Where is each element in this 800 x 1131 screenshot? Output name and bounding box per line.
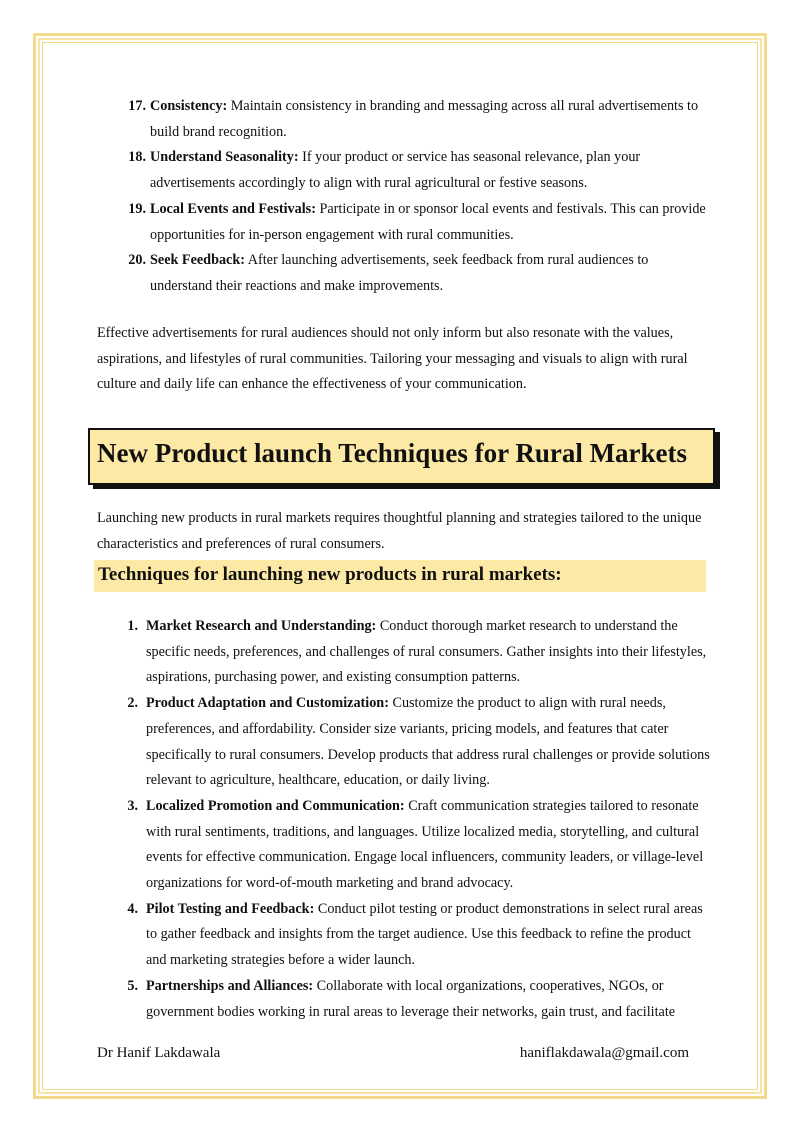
- list-number: 1.: [127, 618, 138, 634]
- summary-paragraph: Effective advertisements for rural audiences should not only inform but also resonate with the values, aspirations, and lifestyles of rural communities. Tailoring your messaging and visuals to align with rural culture and daily life can enhance the effectiveness of your communication.: [97, 325, 688, 393]
- list-number: 5.: [127, 977, 138, 994]
- list-item-text: Collaborate with local organizations, cooperatives, NGOs, or government bodies working in rural areas to leverage their networks, gain trust, and facilitate: [146, 977, 676, 1020]
- list-item-text: Conduct thorough market research to understand the specific needs, preferences, and challenges of rural consumers. Gather insights into their lifestyles, aspirations, purchasing power, and existing consumption patterns.: [146, 618, 707, 686]
- list-item-lead: Partnerships and Alliances:: [146, 977, 314, 994]
- list-item-text: Maintain consistency in branding and messaging across all rural advertisements to build brand recognition.: [150, 98, 699, 140]
- list-item: [127, 897, 712, 974]
- list-item: [127, 691, 712, 794]
- list-number: 3.: [127, 797, 138, 814]
- list-item-lead: Market Research and Understanding:: [146, 618, 377, 634]
- list-item-lead: Consistency:: [150, 98, 228, 114]
- intro-paragraph: Launching new products in rural markets requires thoughtful planning and strategies tailored to the unique characteristics and preferences of rural consumers.: [97, 510, 702, 552]
- list-item: [128, 94, 710, 145]
- list-item-text: Customize the product to align with rural needs, preferences, and affordability. Consider size variants, pricing models, and features that cater specifically to rural consumers. Develop products that address rural challenges or provide solutions relevant to agriculture, healthcare, education, or daily living.: [146, 695, 710, 789]
- list-item: [127, 614, 712, 691]
- list-item: [128, 248, 710, 299]
- list-number: 17.: [128, 98, 146, 114]
- list-item-text: Conduct pilot testing or product demonstrations in select rural areas to gather feedback and insights from the target audience. Use this feedback to refine the product and marketing strategies before a wider launch.: [146, 900, 703, 969]
- list-item: [127, 974, 712, 1025]
- list-item-lead: Product Adaptation and Customization:: [146, 695, 389, 712]
- list-item-text: Craft communication strategies tailored to resonate with rural sentiments, traditions, and languages. Utilize localized media, storytelling, and cultural events for effective communication. Engage local influencers, community leaders, or village-level organizations for word-of-mouth marketing and brand advocacy.: [146, 797, 704, 892]
- list-number: 2.: [127, 695, 138, 712]
- footer-author: Dr Hanif Lakdawala: [97, 1045, 221, 1061]
- list-item-lead: Local Events and Festivals:: [150, 200, 316, 217]
- list-number: 19.: [128, 200, 146, 217]
- list-number: 4.: [127, 900, 138, 917]
- launch-techniques-list: [127, 614, 712, 1025]
- list-number: 20.: [128, 252, 146, 269]
- list-number: 18.: [128, 149, 146, 166]
- list-item-text: If your product or service has seasonal relevance, plan your advertisements accordingly to align with rural agricultural or festive seasons.: [150, 149, 641, 192]
- subheading: Techniques for launching new products in rural markets:: [98, 564, 562, 585]
- list-item: [128, 145, 710, 196]
- list-item: [127, 794, 712, 897]
- list-item-lead: Understand Seasonality:: [150, 149, 299, 166]
- subheading-band: [94, 560, 706, 592]
- list-item-lead: Pilot Testing and Feedback:: [146, 900, 315, 917]
- section-heading-box: [88, 428, 715, 485]
- list-item-lead: Localized Promotion and Communication:: [146, 797, 405, 814]
- advertising-tips-list: [128, 94, 710, 300]
- list-item: [128, 197, 710, 248]
- footer-email: haniflakdawala@gmail.com: [519, 1045, 689, 1061]
- list-item-text: After launching advertisements, seek feedback from rural audiences to understand their reactions and make improvements.: [150, 252, 649, 294]
- list-item-lead: Seek Feedback:: [150, 252, 245, 269]
- section-heading: New Product launch Techniques for Rural Markets: [97, 438, 688, 468]
- list-item-text: Participate in or sponsor local events and festivals. This can provide opportunities for in-person engagement with rural communities.: [150, 200, 706, 243]
